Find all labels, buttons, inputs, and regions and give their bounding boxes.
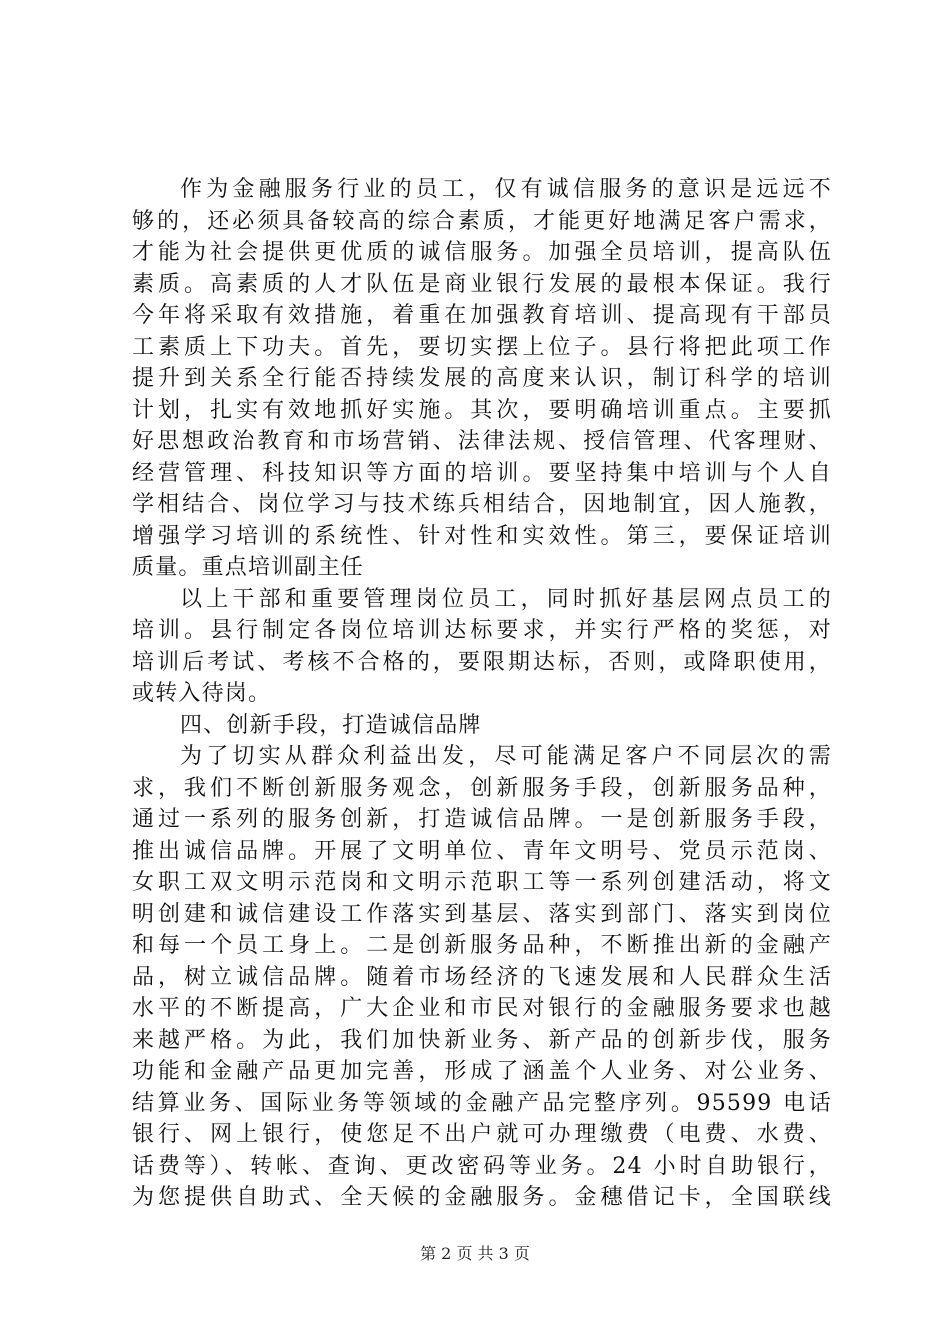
paragraph-line: 话费等）、转帐、查询、更改密码等业务。24 小时自助银行， — [132, 1153, 832, 1179]
paragraph-line: 以上干部和重要管理岗位员工，同时抓好基层网点员工的 — [180, 586, 832, 612]
paragraph-line: 作为金融服务行业的员工，仅有诚信服务的意识是远远不 — [180, 177, 832, 202]
paragraph-line: 培训。县行制定各岗位培训达标要求，并实行严格的奖惩，对 — [132, 618, 832, 643]
paragraph-line: 培训后考试、考核不合格的，要限期达标，否则，或降职使用， — [132, 649, 832, 675]
section-heading: 四、创新手段，打造诚信品牌 — [180, 712, 482, 738]
paragraph-line: 今年将采取有效措施，着重在加强教育培训、提高现有干部员 — [132, 303, 832, 328]
paragraph-line: 为了切实从群众利益出发，尽可能满足客户不同层次的需 — [180, 744, 832, 769]
paragraph-line: 经营管理、科技知识等方面的培训。要坚持集中培训与个人自 — [132, 460, 832, 486]
paragraph-line: 够的，还必须具备较高的综合素质，才能更好地满足客户需求， — [132, 208, 832, 234]
paragraph-line: 求，我们不断创新服务观念，创新服务手段，创新服务品种， — [132, 775, 832, 801]
paragraph-line: 结算业务、国际业务等领域的金融产品完整序列。95599 电话 — [132, 1090, 832, 1116]
paragraph-line: 素质。高素质的人才队伍是商业银行发展的最根本保证。我行 — [132, 271, 832, 297]
paragraph-line: 计划，扎实有效地抓好实施。其次，要明确培训重点。主要抓 — [132, 397, 832, 423]
paragraph-line: 工素质上下功夫。首先，要切实摆上位子。县行将把此项工作 — [132, 334, 832, 360]
paragraph-line: 女职工双文明示范岗和文明示范职工等一系列创建活动，将文 — [132, 870, 832, 895]
paragraph-line: 水平的不断提高，广大企业和市民对银行的金融服务要求也越 — [132, 996, 832, 1021]
page-number-footer: 第 2 页 共 3 页 — [420, 1244, 530, 1263]
paragraph-line: 增强学习培训的系统性、针对性和实效性。第三，要保证培训 — [132, 523, 832, 549]
paragraph-line: 银行、网上银行，使您足不出户就可办理缴费（电费、水费、 — [132, 1122, 832, 1147]
paragraph-line: 学相结合、岗位学习与技术练兵相结合，因地制宜，因人施教， — [132, 492, 832, 517]
paragraph-line: 好思想政治教育和市场营销、法律法规、授信管理、代客理财、 — [132, 429, 832, 454]
paragraph-line: 提升到关系全行能否持续发展的高度来认识，制订科学的培训 — [132, 366, 832, 391]
paragraph-line: 和每一个员工身上。二是创新服务品种，不断推出新的金融产 — [132, 933, 832, 958]
paragraph-line: 功能和金融产品更加完善，形成了涵盖个人业务、对公业务、 — [132, 1059, 832, 1084]
paragraph-line: 通过一系列的服务创新，打造诚信品牌。一是创新服务手段， — [132, 807, 832, 832]
paragraph-line: 来越严格。为此，我们加快新业务、新产品的创新步伐，服务 — [132, 1027, 832, 1053]
paragraph-line: 或转入待岗。 — [132, 681, 272, 706]
paragraph-line: 质量。重点培训副主任 — [132, 555, 365, 580]
paragraph-line: 品，树立诚信品牌。随着市场经济的飞速发展和人民群众生活 — [132, 964, 832, 990]
paragraph-line: 推出诚信品牌。开展了文明单位、青年文明号、党员示范岗、 — [132, 838, 832, 864]
paragraph-line: 明创建和诚信建设工作落实到基层、落实到部门、落实到岗位 — [132, 901, 832, 927]
paragraph-line: 为您提供自助式、全天候的金融服务。金穗借记卡，全国联线 — [132, 1185, 832, 1210]
paragraph-line: 才能为社会提供更优质的诚信服务。加强全员培训，提高队伍 — [132, 240, 832, 265]
